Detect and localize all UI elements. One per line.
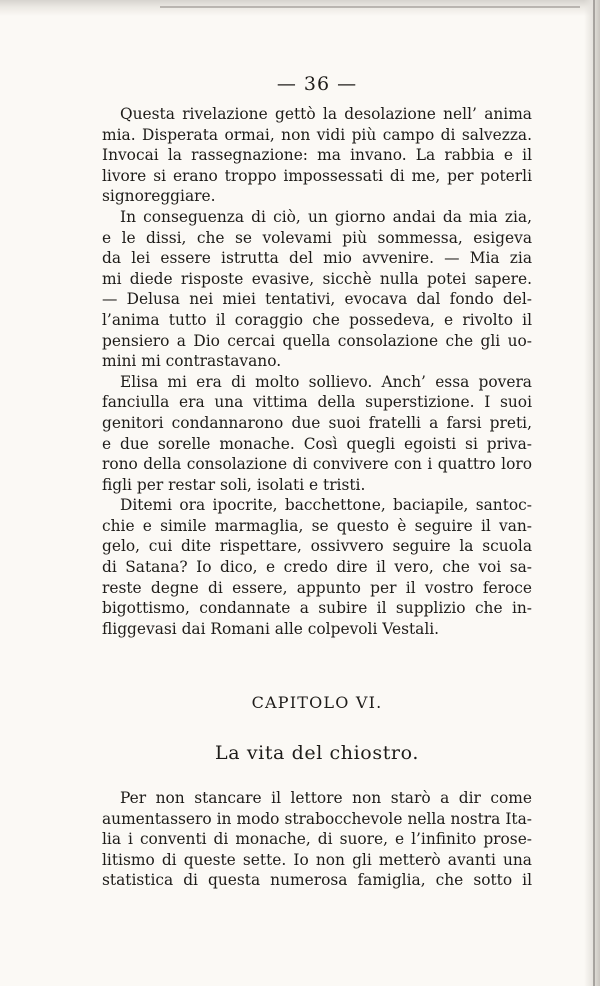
page-number: — 36 —: [276, 73, 358, 95]
text-line: l’anima tutto il coraggio che possedeva, e rivolto il: [102, 310, 532, 329]
chapter-paragraph: [102, 788, 532, 891]
text-line: Questa rivelazione gettò la desolazione nell’ anima: [120, 105, 532, 123]
paragraph-4: [102, 495, 532, 639]
text-line: bigottismo, condannate a subire il supplizio che in-: [102, 599, 532, 618]
text-line: In conseguenza di ciò, un giorno andai da mia zia,: [120, 207, 532, 226]
page-spine-shadow: [584, 0, 600, 986]
text-line: gelo, cui dite rispettare, ossivvero seguire la scuola: [102, 537, 532, 556]
body-text-block: [102, 104, 532, 639]
text-line: mini mi contrastavano.: [102, 352, 282, 371]
paragraph-1: [102, 104, 532, 207]
text-line: litismo di queste sette. Io non gli metterò avanti una: [102, 850, 532, 869]
text-line: Per non stancare il lettore non starò a dir come: [120, 789, 532, 807]
text-line: Elisa mi era di molto sollievo. Anch’ essa povera: [120, 372, 532, 391]
page-top-shadow: [0, 0, 600, 16]
text-line: signoreggiare.: [102, 187, 216, 206]
paragraph-3: [102, 372, 532, 496]
text-line: Ditemi ora ipocrite, bacchettone, baciapile, santoc-: [120, 496, 532, 515]
text-line: chie e simile marmaglia, se questo è seguire il van-: [102, 516, 532, 535]
text-line: rono della consolazione di convivere con i quattro loro: [102, 455, 532, 474]
text-line: livore si erano troppo impossessati di me, per poterli: [102, 166, 532, 185]
text-line: Invocai la rassegnazione: ma invano. La rabbia e il: [102, 146, 532, 165]
text-line: mia. Disperata ormai, non vidi più campo di salvezza.: [102, 125, 532, 144]
text-line: aumentassero in modo strabocchevole nella nostra Ita-: [102, 809, 532, 828]
paragraph-2: [102, 207, 532, 372]
text-line: fliggevasi dai Romani alle colpevoli Vestali.: [102, 619, 440, 638]
page-spine-edge: [593, 0, 595, 986]
text-line: di Satana? Io dico, e credo dire il vero, che voi sa-: [102, 558, 532, 577]
page-top-edge: [160, 6, 580, 8]
text-line: genitori condannarono due suoi fratelli a farsi preti,: [102, 413, 532, 432]
chapter-text-block: [102, 788, 532, 891]
text-line: lia i conventi di monache, di suore, e l’infinito prose-: [102, 830, 532, 849]
text-line: e le dissi, che se volevami più sommessa, esigeva: [102, 228, 532, 247]
text-line: fanciulla era una vittima della superstizione. I suoi: [102, 393, 532, 412]
text-line: pensiero a Dio cercai quella consolazione che gli uo-: [102, 331, 532, 350]
text-line: mi diede risposte evasive, sicchè nulla potei sapere.: [102, 269, 532, 288]
text-line: figli per restar soli, isolati e tristi.: [102, 475, 366, 494]
text-line: e due sorelle monache. Così quegli egoisti si priva-: [102, 434, 532, 453]
text-line: statistica di questa numerosa famiglia, che sotto il: [102, 871, 532, 890]
text-line: reste degne di essere, appunto per il vostro feroce: [102, 578, 532, 597]
chapter-number: CAPITOLO VI.: [251, 693, 383, 712]
text-line: — Delusa nei miei tentativi, evocava dal fondo del-: [102, 290, 532, 309]
text-line: da lei essere istrutta del mio avvenire. — Mia zia: [102, 249, 532, 268]
chapter-title: La vita del chiostro.: [215, 742, 419, 764]
